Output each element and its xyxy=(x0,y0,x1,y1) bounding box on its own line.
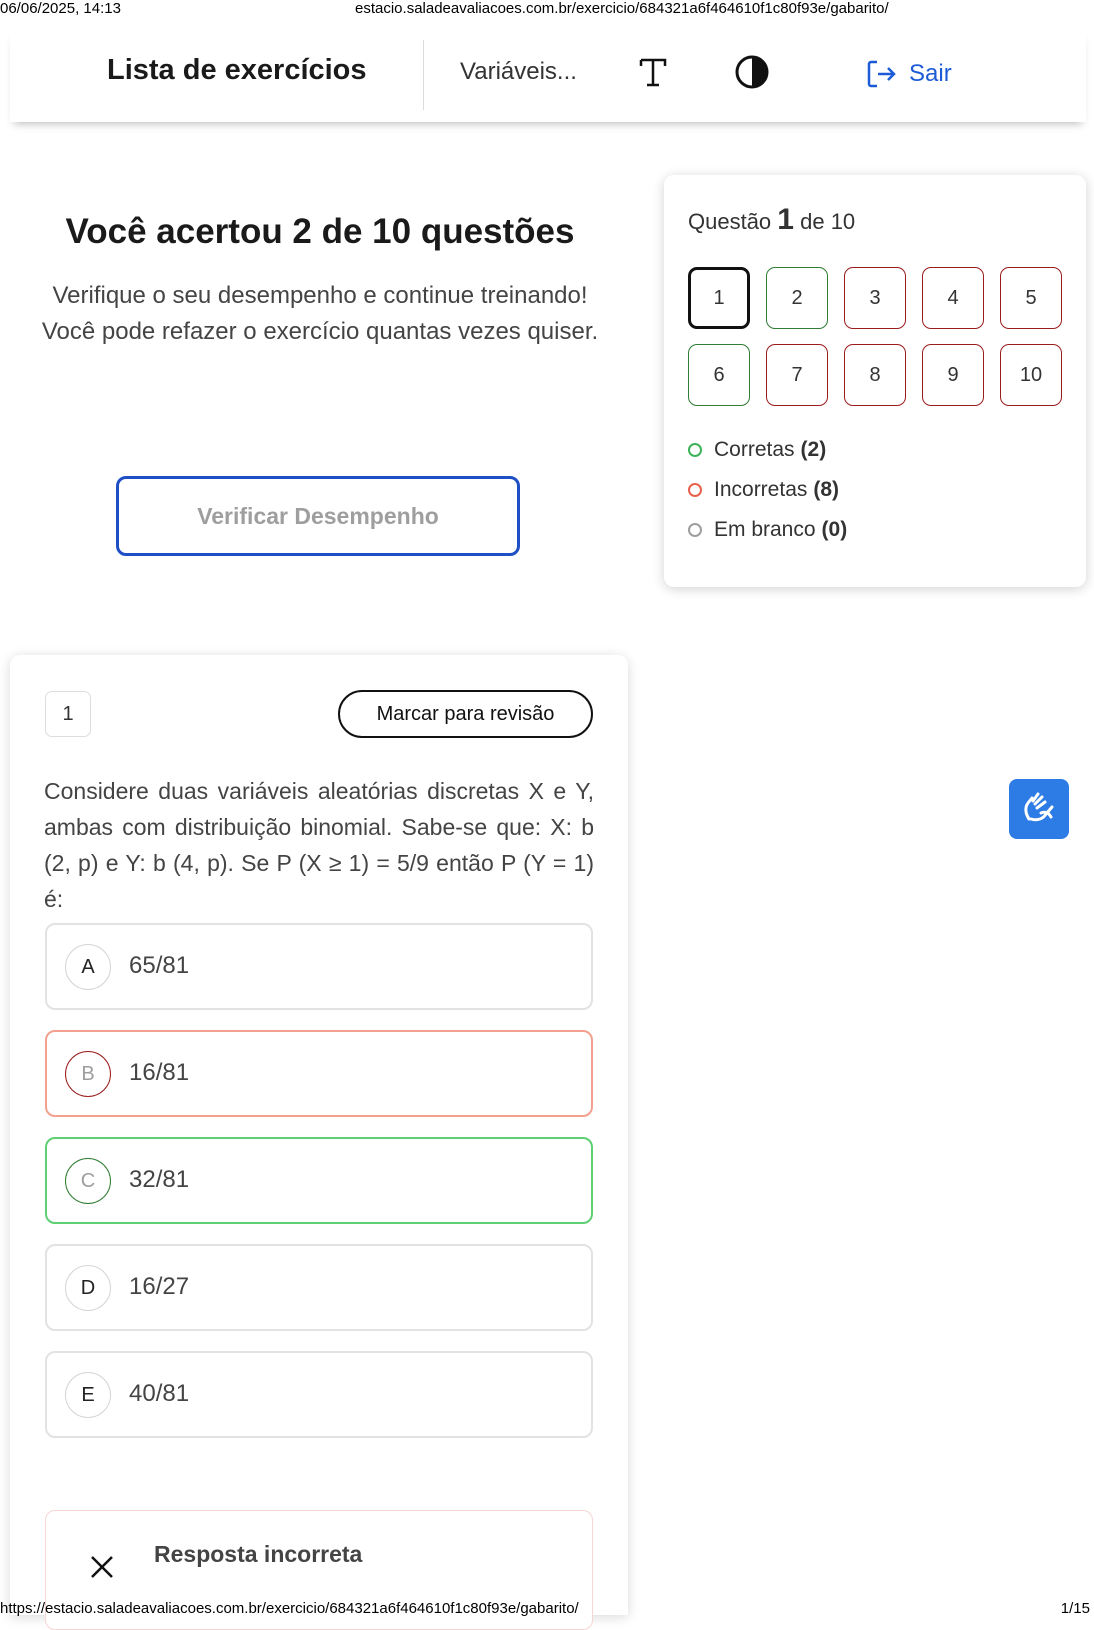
question-nav-5[interactable]: 5 xyxy=(1000,267,1062,329)
contrast-icon[interactable] xyxy=(732,52,772,92)
print-datetime: 06/06/2025, 14:13 xyxy=(0,0,121,17)
question-nav-4[interactable]: 4 xyxy=(922,267,984,329)
legend-count: (2) xyxy=(800,438,827,461)
legend-count: (0) xyxy=(821,518,848,541)
question-card xyxy=(10,655,628,1615)
question-statement: Considere duas variáveis aleatórias discretas X e Y, ambas com distribuição binomial. Sabe-se que: X: b (2, p) e Y: b (4, p). Se P (X ≥ 1) = 5/9 então P (Y = 1) é: xyxy=(44,778,594,912)
option-text: 40/81 xyxy=(129,1380,190,1407)
legend-label: Em branco xyxy=(714,518,816,541)
header-divider xyxy=(423,40,424,110)
question-nav-2[interactable]: 2 xyxy=(766,267,828,329)
logout-label: Sair xyxy=(909,60,952,87)
logout-icon xyxy=(865,58,897,90)
legend-label: Incorretas xyxy=(714,478,808,501)
legend-item xyxy=(688,470,847,510)
subject-title[interactable]: Variáveis... xyxy=(460,58,577,85)
option-text: 16/81 xyxy=(129,1059,190,1086)
question-number: 1 xyxy=(45,691,91,737)
legend-dot xyxy=(688,443,702,457)
text-size-icon[interactable] xyxy=(633,52,673,92)
question-nav-7[interactable]: 7 xyxy=(766,344,828,406)
question-nav-6[interactable]: 6 xyxy=(688,344,750,406)
option-letter: C xyxy=(65,1158,111,1204)
option-letter: A xyxy=(65,944,111,990)
answer-option-e[interactable] xyxy=(45,1351,593,1438)
question-navigator xyxy=(664,175,1086,587)
print-footer xyxy=(0,1598,1094,1623)
logout-button[interactable] xyxy=(865,54,952,94)
question-nav-9[interactable]: 9 xyxy=(922,344,984,406)
answer-option-a[interactable] xyxy=(45,923,593,1010)
print-url: estacio.saladeavaliacoes.com.br/exercicio/684321a6f464610f1c80f93e/gabarito/ xyxy=(355,0,889,17)
option-letter: E xyxy=(65,1372,111,1418)
answer-option-c[interactable] xyxy=(45,1137,593,1224)
page-number: 1/15 xyxy=(1060,1600,1090,1617)
legend-count: (8) xyxy=(813,478,840,501)
result-description: Verifique o seu desempenho e continue treinando! Você pode refazer o exercício quantas vezes quiser. xyxy=(41,282,599,345)
question-nav-3[interactable]: 3 xyxy=(844,267,906,329)
result-summary xyxy=(40,210,600,350)
option-letter: B xyxy=(65,1051,111,1097)
result-heading: Você acertou 2 de 10 questões xyxy=(65,212,575,251)
option-text: 65/81 xyxy=(129,952,190,979)
sign-language-button[interactable] xyxy=(1009,779,1069,839)
counter-prefix: Questão xyxy=(688,209,772,234)
close-icon xyxy=(88,1553,116,1581)
answer-option-b[interactable] xyxy=(45,1030,593,1117)
counter-current: 1 xyxy=(777,203,794,236)
question-counter xyxy=(688,203,855,237)
legend-item xyxy=(688,510,847,550)
status-legend xyxy=(688,430,847,550)
footer-url: https://estacio.saladeavaliacoes.com.br/exercicio/684321a6f464610f1c80f93e/gabarito/ xyxy=(0,1600,579,1617)
page-title: Lista de exercícios xyxy=(107,54,367,86)
legend-dot xyxy=(688,483,702,497)
top-header xyxy=(10,30,1086,122)
option-letter: D xyxy=(65,1265,111,1311)
question-nav-1[interactable]: 1 xyxy=(688,267,750,329)
sign-language-icon xyxy=(1019,789,1059,829)
feedback-message: Resposta incorreta xyxy=(154,1541,363,1567)
legend-label: Corretas xyxy=(714,438,795,461)
legend-item xyxy=(688,430,847,470)
answer-option-d[interactable] xyxy=(45,1244,593,1331)
question-nav-8[interactable]: 8 xyxy=(844,344,906,406)
mark-for-review-button[interactable]: Marcar para revisão xyxy=(338,690,593,738)
verify-performance-button[interactable]: Verificar Desempenho xyxy=(116,476,520,556)
option-text: 16/27 xyxy=(129,1273,190,1300)
option-text: 32/81 xyxy=(129,1166,190,1193)
print-header xyxy=(0,0,1094,22)
question-nav-10[interactable]: 10 xyxy=(1000,344,1062,406)
legend-dot xyxy=(688,523,702,537)
counter-suffix: de 10 xyxy=(800,209,856,234)
